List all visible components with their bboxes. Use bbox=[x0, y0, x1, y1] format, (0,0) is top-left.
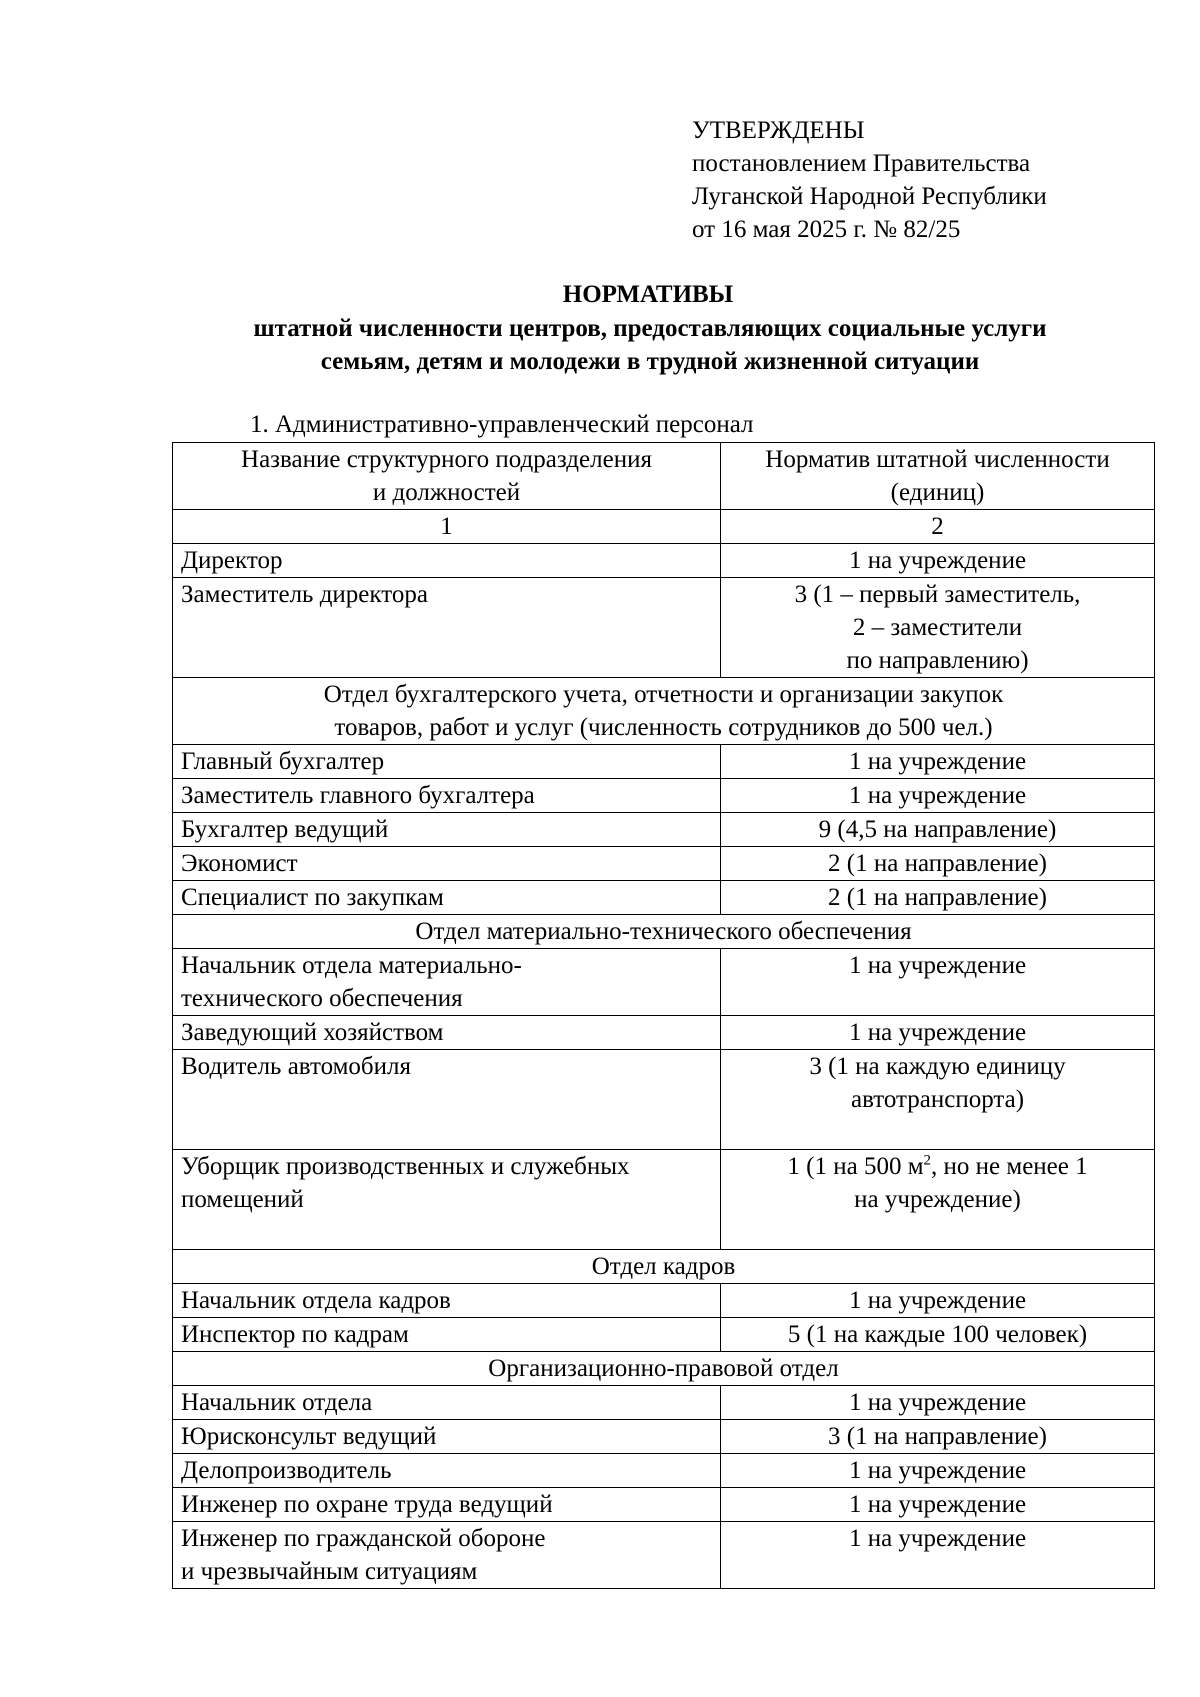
title-main: НОРМАТИВЫ bbox=[562, 281, 734, 308]
name-line: технического обеспечения bbox=[181, 985, 463, 1012]
position-name: Главный бухгалтер bbox=[173, 745, 721, 779]
approval-line-3: Луганской Народной Республики bbox=[692, 183, 1047, 210]
table-row bbox=[173, 1150, 1155, 1250]
document-title bbox=[0, 278, 1200, 311]
approval-line-2: постановлением Правительства bbox=[692, 150, 1031, 177]
table-row bbox=[173, 1420, 1155, 1454]
position-name bbox=[173, 1150, 721, 1250]
norm-line: 3 (1 на каждую единицу bbox=[809, 1053, 1066, 1080]
section-row bbox=[173, 915, 1155, 949]
position-norm bbox=[721, 1050, 1155, 1150]
position-name: Начальник отдела bbox=[173, 1386, 721, 1420]
position-name: Заместитель директора bbox=[173, 578, 721, 678]
subtitle-line-1: штатной численности центров, предоставляющих социальные услуги bbox=[253, 315, 1047, 342]
approval-line-1: УТВЕРЖДЕНЫ bbox=[692, 117, 865, 144]
position-norm: 1 на учреждение bbox=[721, 1386, 1155, 1420]
norm-line: 3 (1 – первый заместитель, bbox=[794, 581, 1081, 608]
position-norm bbox=[721, 1150, 1155, 1250]
position-norm: 1 на учреждение bbox=[721, 1522, 1155, 1589]
table-row bbox=[173, 578, 1155, 678]
position-name: Директор bbox=[173, 544, 721, 578]
position-name bbox=[173, 1522, 721, 1589]
header-col-2-line-1: Норматив штатной численности bbox=[765, 446, 1110, 473]
name-line: Уборщик производственных и служебных bbox=[181, 1153, 630, 1180]
table-row bbox=[173, 544, 1155, 578]
header-col-2-line-2: (единиц) bbox=[890, 479, 985, 506]
section-logistics: Отдел материально-технического обеспечения bbox=[173, 915, 1155, 949]
section-row bbox=[173, 1250, 1155, 1284]
table-row bbox=[173, 949, 1155, 1016]
table-row bbox=[173, 881, 1155, 915]
norm-line: по направлению) bbox=[846, 647, 1029, 674]
position-norm: 1 на учреждение bbox=[721, 544, 1155, 578]
table-header-row bbox=[173, 443, 1155, 510]
table-row bbox=[173, 1522, 1155, 1589]
header-col-1-line-2: и должностей bbox=[372, 479, 521, 506]
name-line: Инженер по гражданской обороне bbox=[181, 1525, 546, 1552]
position-name bbox=[173, 949, 721, 1016]
table-row bbox=[173, 1386, 1155, 1420]
position-name: Экономист bbox=[173, 847, 721, 881]
table-row bbox=[173, 847, 1155, 881]
section-line: товаров, работ и услуг (численность сотрудников до 500 чел.) bbox=[334, 714, 993, 741]
column-number-2: 2 bbox=[721, 510, 1155, 544]
header-col-1-line-1: Название структурного подразделения bbox=[241, 446, 652, 473]
position-name: Начальник отдела кадров bbox=[173, 1284, 721, 1318]
position-name: Делопроизводитель bbox=[173, 1454, 721, 1488]
position-norm: 1 на учреждение bbox=[721, 1454, 1155, 1488]
section-heading: 1. Административно-управленческий персонал bbox=[250, 411, 754, 438]
header-col-2 bbox=[721, 443, 1155, 510]
subtitle-line-2: семьям, детям и молодежи в трудной жизненной ситуации bbox=[320, 348, 980, 375]
header-col-1 bbox=[173, 443, 721, 510]
table-row bbox=[173, 1318, 1155, 1352]
section-hr: Отдел кадров bbox=[173, 1250, 1155, 1284]
position-name: Заместитель главного бухгалтера bbox=[173, 779, 721, 813]
document-subtitle bbox=[0, 312, 1200, 378]
table-row bbox=[173, 779, 1155, 813]
section-line: Отдел бухгалтерского учета, отчетности и организации закупок bbox=[323, 681, 1004, 708]
position-norm: 1 на учреждение bbox=[721, 1016, 1155, 1050]
name-line: Начальник отдела материально- bbox=[181, 952, 522, 979]
section-row bbox=[173, 1352, 1155, 1386]
position-norm: 1 на учреждение bbox=[721, 1488, 1155, 1522]
position-name: Специалист по закупкам bbox=[173, 881, 721, 915]
name-line: и чрезвычайным ситуациям bbox=[181, 1558, 478, 1585]
position-norm: 9 (4,5 на направление) bbox=[721, 813, 1155, 847]
position-norm: 1 на учреждение bbox=[721, 745, 1155, 779]
table-row bbox=[173, 1488, 1155, 1522]
norm-line: автотранспорта) bbox=[850, 1086, 1025, 1113]
table-row bbox=[173, 1016, 1155, 1050]
position-name: Заведующий хозяйством bbox=[173, 1016, 721, 1050]
norm-text-b: , но не менее 1 bbox=[931, 1153, 1088, 1180]
table-row bbox=[173, 1284, 1155, 1318]
staffing-norms-table bbox=[172, 442, 1155, 1589]
position-norm: 2 (1 на направление) bbox=[721, 847, 1155, 881]
position-name: Инженер по охране труда ведущий bbox=[173, 1488, 721, 1522]
table-row bbox=[173, 1454, 1155, 1488]
position-norm: 1 на учреждение bbox=[721, 779, 1155, 813]
table-row bbox=[173, 1050, 1155, 1150]
position-name: Инспектор по кадрам bbox=[173, 1318, 721, 1352]
approval-line-4: от 16 мая 2025 г. № 82/25 bbox=[692, 216, 961, 243]
position-name: Водитель автомобиля bbox=[173, 1050, 721, 1150]
position-norm: 5 (1 на каждые 100 человек) bbox=[721, 1318, 1155, 1352]
square-superscript: 2 bbox=[923, 1152, 932, 1169]
position-norm: 1 на учреждение bbox=[721, 1284, 1155, 1318]
section-accounting bbox=[173, 678, 1155, 745]
approval-stamp bbox=[692, 114, 1047, 246]
name-line: помещений bbox=[181, 1186, 304, 1213]
position-name: Бухгалтер ведущий bbox=[173, 813, 721, 847]
position-norm: 2 (1 на направление) bbox=[721, 881, 1155, 915]
position-norm: 1 на учреждение bbox=[721, 949, 1155, 1016]
section-legal: Организационно-правовой отдел bbox=[173, 1352, 1155, 1386]
table-row bbox=[173, 745, 1155, 779]
column-number-row bbox=[173, 510, 1155, 544]
norm-line bbox=[729, 1150, 1146, 1183]
norm-text-a: 1 (1 на 500 м bbox=[787, 1153, 924, 1180]
position-name: Юрисконсульт ведущий bbox=[173, 1420, 721, 1454]
table-row bbox=[173, 813, 1155, 847]
column-number-1: 1 bbox=[173, 510, 721, 544]
position-norm: 3 (1 на направление) bbox=[721, 1420, 1155, 1454]
section-row bbox=[173, 678, 1155, 745]
norm-line: на учреждение) bbox=[854, 1186, 1021, 1213]
position-norm bbox=[721, 578, 1155, 678]
norm-line: 2 – заместители bbox=[852, 614, 1023, 641]
